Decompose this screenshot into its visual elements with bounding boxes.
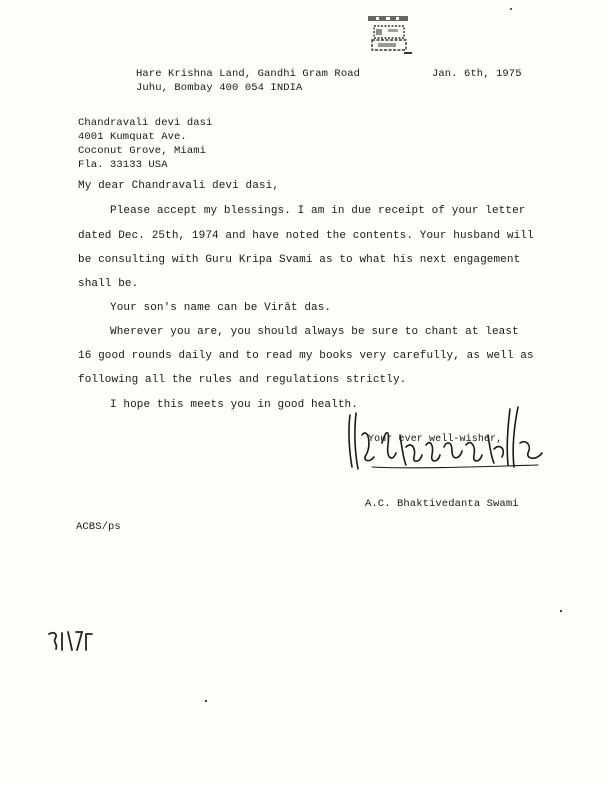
valediction: Your ever well-wisher, bbox=[368, 434, 503, 445]
paragraph-1-line-4: shall be. bbox=[78, 278, 139, 290]
paragraph-3-line-2: 16 good rounds daily and to read my books very carefully, as well as bbox=[78, 350, 534, 362]
recipient-street: 4001 Kumquat Ave. bbox=[78, 131, 187, 143]
recipient-name: Chandravali devi dasi bbox=[78, 117, 213, 129]
archive-stamp-icon bbox=[364, 14, 416, 60]
recipient-city: Coconut Grove, Miami bbox=[78, 145, 207, 157]
salutation: My dear Chandravali devi dasi, bbox=[78, 180, 280, 192]
scan-speck bbox=[205, 700, 207, 702]
paragraph-1-line-2: dated Dec. 25th, 1974 and have noted the contents. Your husband will bbox=[78, 230, 534, 242]
handwritten-signature-icon bbox=[342, 405, 552, 475]
recipient-state-zip: Fla. 33133 USA bbox=[78, 159, 168, 171]
signer-name: A.C. Bhaktivedanta Swami bbox=[365, 498, 519, 510]
handwritten-file-mark-icon bbox=[46, 628, 94, 654]
letter-date: Jan. 6th, 1975 bbox=[432, 68, 522, 80]
paragraph-1-line-3: be consulting with Guru Kripa Svami as to what his next engagement bbox=[78, 254, 521, 266]
reference-initials: ACBS/ps bbox=[76, 521, 121, 533]
paragraph-3-line-1: Wherever you are, you should always be sure to chant at least bbox=[110, 326, 519, 338]
scan-speck bbox=[560, 610, 562, 612]
sender-address-line1: Hare Krishna Land, Gandhi Gram Road bbox=[136, 68, 361, 80]
scan-speck bbox=[510, 8, 512, 10]
sender-address-line2: Juhu, Bombay 400 054 INDIA bbox=[136, 82, 303, 94]
paragraph-4-line-1: I hope this meets you in good health. bbox=[110, 399, 358, 411]
paragraph-1-line-1: Please accept my blessings. I am in due receipt of your letter bbox=[110, 205, 526, 217]
paragraph-3-line-3: following all the rules and regulations strictly. bbox=[78, 374, 407, 386]
paragraph-2-line-1: Your son's name can be Virāt das. bbox=[110, 302, 332, 314]
